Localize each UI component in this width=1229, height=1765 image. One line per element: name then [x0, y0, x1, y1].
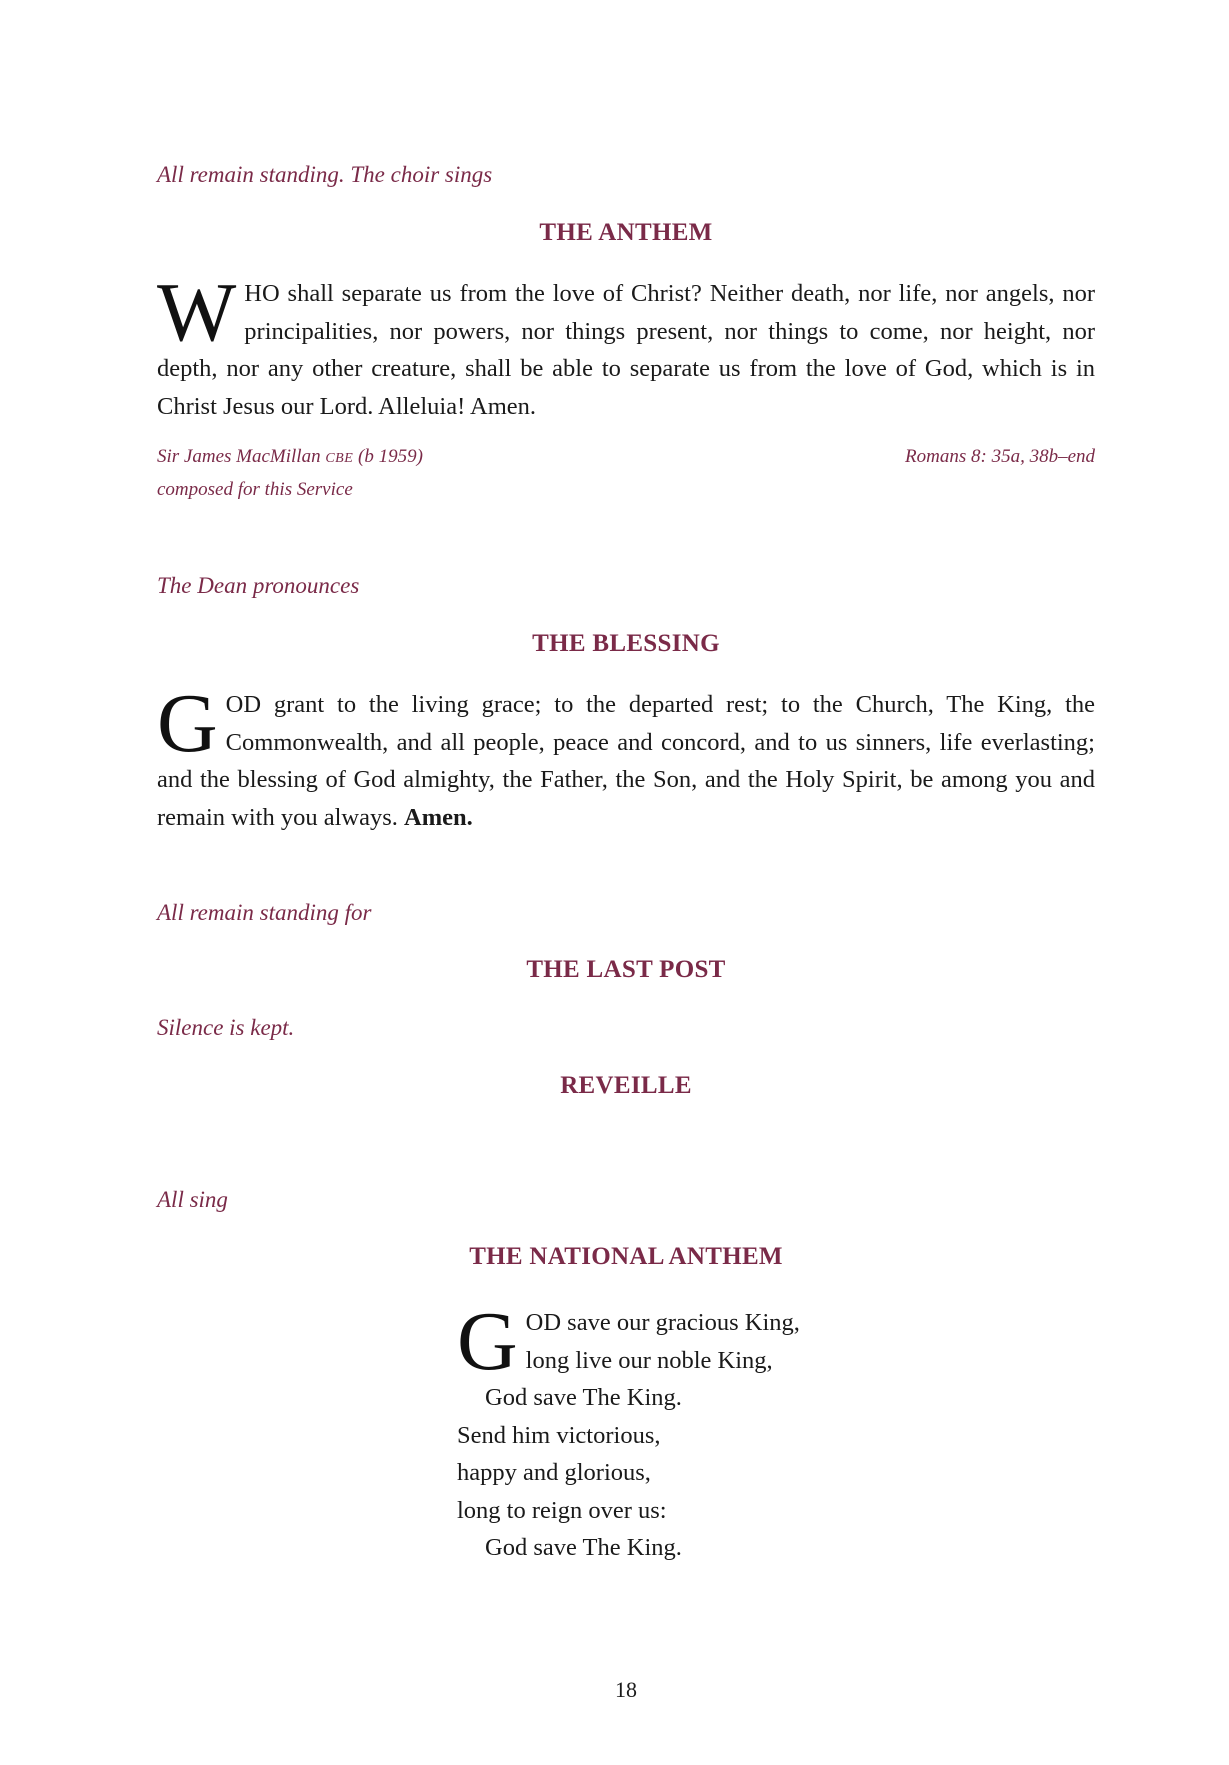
- last-post-heading: THE LAST POST: [526, 956, 726, 983]
- composer-credit: [157, 446, 423, 468]
- composer-name: Sir James MacMillan: [157, 446, 326, 467]
- verse-line: God save The King.: [485, 1534, 682, 1561]
- verse-line: OD save our gracious King,: [525, 1309, 800, 1336]
- verse-line: long live our noble King,: [525, 1346, 773, 1374]
- last-post-rubric: All remain standing for: [157, 900, 372, 925]
- anthem-heading: THE ANTHEM: [539, 219, 713, 246]
- verse-line: long to reign over us:: [457, 1496, 667, 1524]
- national-anthem-rubric: All sing: [157, 1187, 228, 1212]
- blessing-body: OD grant to the living grace; to the departed rest; to the Church, The King, the Commonwealth, and all people, peace and concord, and to us sinners, life everlasting; and the blessing of God almighty, the Father, the Son, and the Holy Spirit, be among you and remain with you always.: [157, 691, 1095, 831]
- blessing-rubric: The Dean pronounces: [157, 573, 360, 598]
- national-anthem-verse: [457, 1295, 800, 1567]
- national-anthem-dropcap: G: [457, 1295, 518, 1388]
- anthem-body: HO shall separate us from the love of Christ? Neither death, nor life, nor angels, nor principalities, nor powers, nor things present, nor things to come, nor height, nor depth, nor any other creature, shall be able to separate us from the love of God, which is in Christ Jesus our Lord. Alleluia! Amen.: [157, 280, 1095, 420]
- scripture-reference: Romans 8: 35a, 38b–end: [905, 446, 1095, 467]
- reveille-heading: REVEILLE: [560, 1072, 692, 1099]
- anthem-rubric: All remain standing. The choir sings: [157, 162, 493, 187]
- blessing-amen: Amen.: [404, 803, 473, 831]
- verse-line: happy and glorious,: [457, 1459, 651, 1486]
- blessing-heading: THE BLESSING: [532, 630, 720, 657]
- composer-honour: CBE: [325, 451, 354, 466]
- blessing-dropcap: G: [157, 677, 218, 770]
- reveille-rubric: Silence is kept.: [157, 1015, 295, 1040]
- verse-line: Send him victorious,: [457, 1421, 661, 1449]
- blessing-text: [157, 677, 1095, 836]
- page-number: 18: [615, 1677, 637, 1702]
- composed-note: composed for this Service: [157, 479, 353, 500]
- national-anthem-heading: THE NATIONAL ANTHEM: [469, 1243, 783, 1270]
- anthem-text: [157, 266, 1095, 425]
- verse-line: God save The King.: [485, 1384, 682, 1411]
- anthem-dropcap: W: [157, 266, 237, 359]
- composer-year: (b 1959): [353, 446, 423, 467]
